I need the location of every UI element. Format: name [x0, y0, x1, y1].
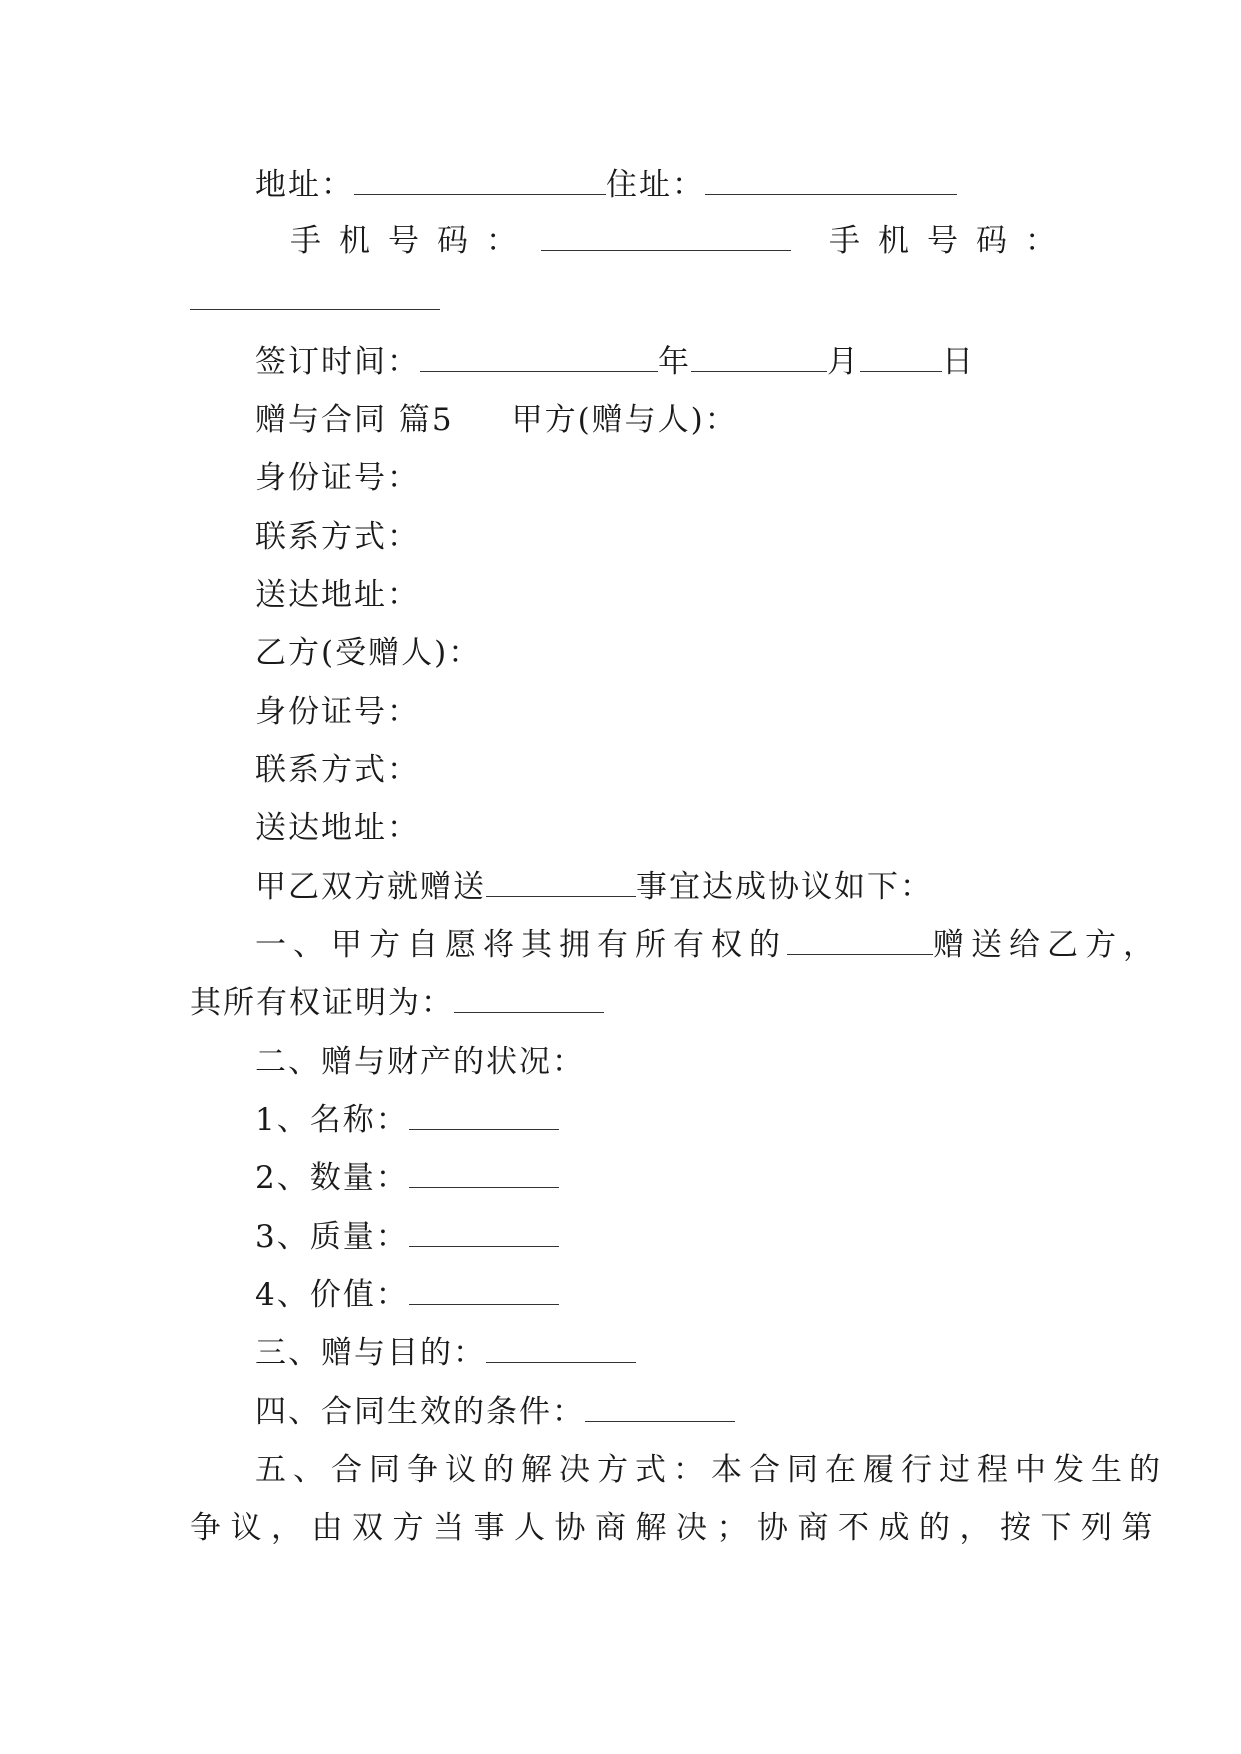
sign-month-blank[interactable] [691, 345, 827, 372]
b-id-line: 身份证号： [255, 694, 420, 730]
party-a-label: 甲方(赠与人)： [511, 402, 738, 438]
gift-blank[interactable] [486, 870, 636, 897]
a-id-line: 身份证号： [255, 460, 420, 496]
party-b-line: 乙方(受赠人)： [255, 635, 482, 671]
owned-item-blank[interactable] [787, 928, 933, 955]
clause4-label: 四、合同生效的条件： [255, 1394, 585, 1430]
phone-label-a: 手机号码： [290, 223, 535, 259]
month-label: 月 [827, 344, 860, 380]
address-blank[interactable] [354, 168, 606, 195]
item3-label: 3、质量： [255, 1219, 409, 1255]
value-blank[interactable] [409, 1278, 559, 1305]
item3-line [255, 1217, 559, 1257]
phone-cont-line [190, 280, 440, 320]
sign-year-blank[interactable] [420, 345, 658, 372]
clause3-line [255, 1333, 636, 1373]
clause5-line1: 五、合同争议的解决方式：本合同在履行过程中发生的 [255, 1452, 1167, 1488]
contract-heading [255, 400, 738, 440]
item1-label: 1、名称： [255, 1102, 409, 1138]
b-address-line: 送达地址： [255, 810, 420, 846]
item2-line [255, 1158, 559, 1198]
contract-title: 赠与合同 篇5 [255, 402, 454, 438]
phone-line [290, 221, 1074, 261]
quantity-blank[interactable] [409, 1161, 559, 1188]
residence-blank[interactable] [705, 168, 957, 195]
item4-label: 4、价值： [255, 1277, 409, 1313]
residence-label: 住址： [606, 167, 705, 203]
phone-label-b: 手机号码： [829, 223, 1074, 259]
clause1-post: 赠送给乙方， [933, 927, 1161, 963]
name-blank[interactable] [409, 1103, 559, 1130]
agreement-line [255, 867, 933, 907]
purpose-blank[interactable] [486, 1336, 636, 1363]
clause1-cont: 其所有权证明为： [190, 985, 454, 1021]
sign-day-blank[interactable] [860, 345, 942, 372]
item1-line [255, 1100, 559, 1140]
address-line [255, 165, 957, 205]
sign-date-label: 签订时间： [255, 344, 420, 380]
item2-label: 2、数量： [255, 1160, 409, 1196]
clause3-label: 三、赠与目的： [255, 1335, 486, 1371]
sign-date-line [255, 342, 975, 382]
clause2-line: 二、赠与财产的状况： [255, 1044, 585, 1080]
clause1-pre: 一、甲方自愿将其拥有所有权的 [255, 927, 787, 963]
clause1-cont-line [190, 983, 604, 1023]
condition-blank[interactable] [585, 1395, 735, 1422]
ownership-proof-blank[interactable] [454, 986, 604, 1013]
address-label: 地址： [255, 167, 354, 203]
clause1-line [255, 925, 1161, 965]
quality-blank[interactable] [409, 1220, 559, 1247]
agreement-post: 事宜达成协议如下： [636, 869, 933, 905]
year-label: 年 [658, 344, 691, 380]
clause5-line2: 争议，由双方当事人协商解决；协商不成的，按下列第 [190, 1510, 1162, 1546]
a-contact-line: 联系方式： [255, 519, 420, 555]
b-contact-line: 联系方式： [255, 752, 420, 788]
agreement-pre: 甲乙双方就赠送 [255, 869, 486, 905]
item4-line [255, 1275, 559, 1315]
phone-blank-a[interactable] [541, 224, 791, 251]
a-address-line: 送达地址： [255, 577, 420, 613]
day-label: 日 [942, 344, 975, 380]
clause4-line [255, 1392, 735, 1432]
phone-blank-b[interactable] [190, 283, 440, 310]
